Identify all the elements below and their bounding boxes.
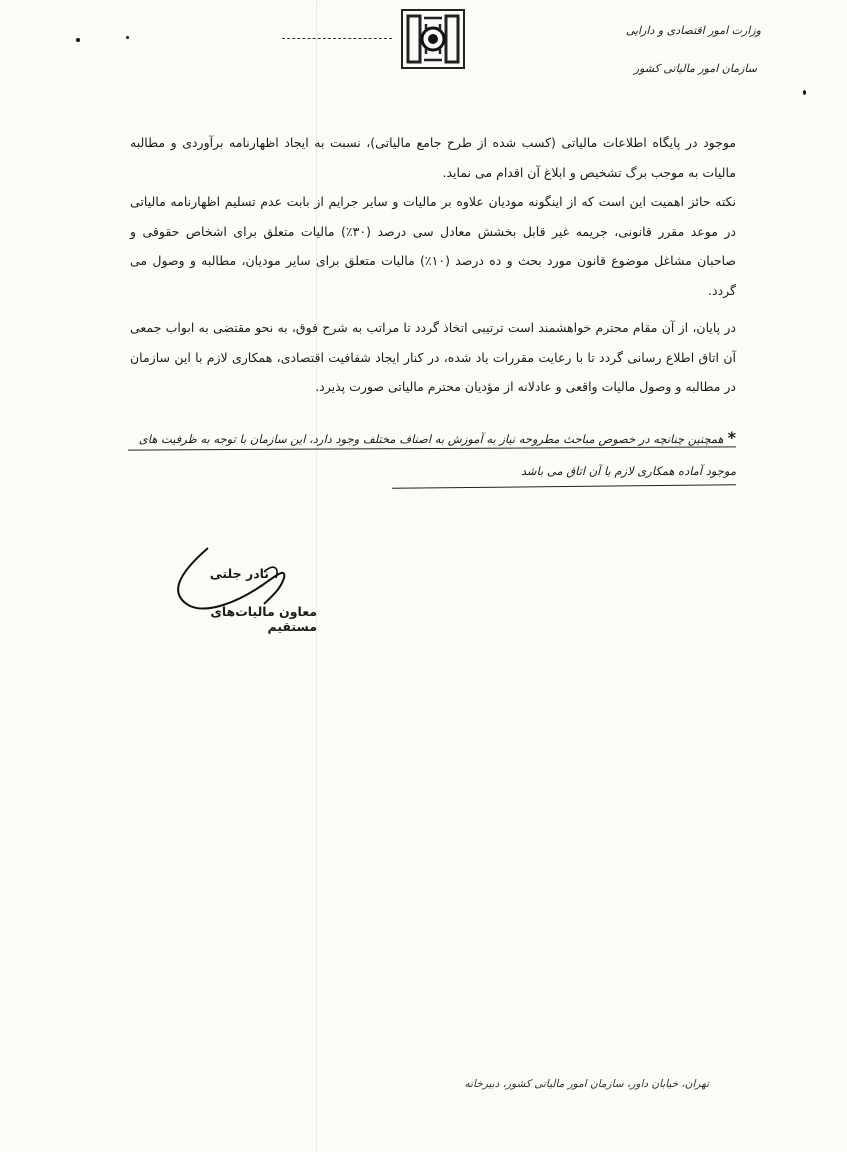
scan-speck	[76, 38, 80, 42]
body-paragraph-2: نکته حائز اهمیت این است که از اینگونه مودیان علاوه بر مالیات و سایر جرایم از بابت عدم تسلیم اظهارنامه مالیاتی در موعد مقرر قانونی، جریمه غیر قابل بخشش معادل سی درصد (۳۰٪) مالیات متعلق برای اشخاص حقوقی و صاحبان مشاغل موضوع قانون مورد بحث و ده درصد (۱۰٪) مالیات متعلق برای سایر مودیان، مطالبه و وصول می گردد.	[130, 194, 737, 298]
footnote-text: همچنین چنانچه در خصوص مباحث مطروحه نیاز به آموزش به اصناف مختلف وجود دارد، این سازمان با توجه به ظرفیت های موجود آماده همکاری لازم با آن اتاق می باشد	[138, 432, 736, 478]
letter-body	[130, 128, 736, 402]
scan-speck	[803, 90, 806, 95]
ministry-name: وزارت امور اقتصادی و دارایی	[625, 24, 761, 37]
emblem-icon	[398, 6, 468, 72]
footnote	[130, 422, 736, 487]
footnote-mark: *	[727, 428, 736, 447]
footer-address: تهران، خیابان داور، سازمان امور مالیاتی کشور، دبیرخانه	[464, 1078, 709, 1090]
header-rule	[282, 38, 392, 39]
signer-name: نادر جلتی	[209, 566, 269, 581]
signer-title: معاون مالیات‌های مستقیم	[210, 604, 317, 634]
body-paragraph-1: موجود در پایگاه اطلاعات مالیاتی (کسب شده از طرح جامع مالیاتی)، نسبت به ایجاد اظهارنامه برآوردی و مطالبه مالیات به موجب برگ تشخیص و ابلاغ آن اقدام می نماید.	[130, 135, 736, 180]
scan-speck	[126, 36, 129, 39]
body-paragraph-3: در پایان، از آن مقام محترم خواهشمند است ترتیبی اتخاذ گردد تا مراتب به شرح فوق، به نحو مقتضی به ابواب جمعی آن اتاق اطلاع رسانی گردد تا با رعایت مقررات یاد شده، در کنار ایجاد شفافیت اقتصادی، همکاری لازم با این سازمان در مطالبه و وصول مالیات واقعی و عادلانه از مؤدیان محترم مالیاتی صورت پذیرد.	[130, 320, 736, 394]
organization-name: سازمان امور مالیاتی کشور	[633, 62, 757, 75]
